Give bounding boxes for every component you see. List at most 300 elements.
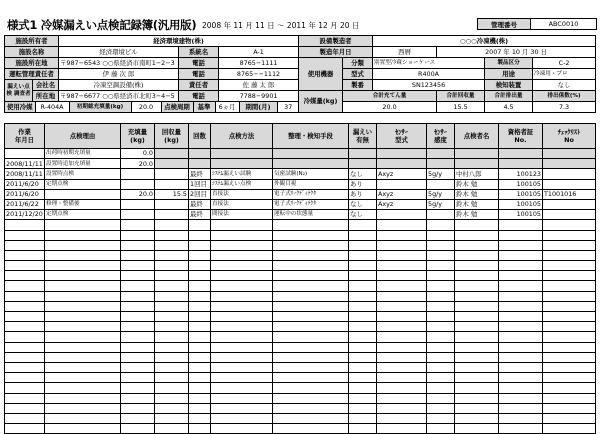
management-number-value[interactable]: ABC0010 xyxy=(531,19,597,30)
cell-reason[interactable] xyxy=(45,291,121,301)
cell-count[interactable] xyxy=(189,373,211,383)
cell-sensor-sensitivity[interactable] xyxy=(427,149,455,159)
facility-name-value[interactable]: 経済環境ビル xyxy=(59,47,179,58)
cell-date[interactable] xyxy=(5,342,45,352)
cell-method[interactable] xyxy=(211,220,273,230)
cell-inspector[interactable] xyxy=(455,230,499,240)
cell-recovered[interactable] xyxy=(155,373,189,383)
cell-method[interactable] xyxy=(211,342,273,352)
cell-date[interactable] xyxy=(5,271,45,281)
cell-fill[interactable] xyxy=(121,403,155,413)
cell-recovered[interactable] xyxy=(155,301,189,311)
cell-inspector[interactable] xyxy=(455,159,499,169)
cell-reason[interactable]: 定期点検 xyxy=(45,210,121,220)
cell-leak[interactable] xyxy=(349,271,377,281)
cell-sensor-sensitivity[interactable] xyxy=(427,322,455,332)
cell-inspector[interactable] xyxy=(455,393,499,403)
cell-date[interactable] xyxy=(5,149,45,159)
cell-fill[interactable]: 20.0 xyxy=(121,159,155,169)
cell-reason[interactable] xyxy=(45,301,121,311)
cell-fill[interactable] xyxy=(121,312,155,322)
cell-leak[interactable] xyxy=(349,230,377,240)
cell-count[interactable] xyxy=(189,322,211,332)
cell-date[interactable]: 2008/11/11 xyxy=(6,169,43,178)
cell-count[interactable]: 最終 xyxy=(189,199,211,209)
cell-sensor-sensitivity[interactable] xyxy=(427,373,455,383)
cell-leak[interactable] xyxy=(349,261,377,271)
cell-method[interactable] xyxy=(211,312,273,322)
cell-recovered[interactable] xyxy=(155,271,189,281)
cell-means[interactable]: 電子式ﾘｰｸﾃﾞｨﾃｸﾀ xyxy=(273,189,349,199)
cell-date[interactable] xyxy=(5,250,45,260)
cell-sensor-model[interactable] xyxy=(377,179,427,189)
cell-sensor-sensitivity[interactable] xyxy=(427,332,455,342)
serial-value[interactable]: SN123456 xyxy=(373,80,485,91)
cell-method[interactable] xyxy=(211,159,273,169)
cell-method[interactable] xyxy=(211,322,273,332)
cell-recovered[interactable] xyxy=(155,230,189,240)
cell-means[interactable] xyxy=(273,332,349,342)
cell-reason[interactable] xyxy=(45,250,121,260)
cell-reason[interactable]: 設置時点検 xyxy=(45,169,121,179)
cell-checklist[interactable] xyxy=(543,159,596,169)
cell-license[interactable] xyxy=(499,240,543,250)
cell-sensor-sensitivity[interactable]: 5g/y xyxy=(427,199,455,209)
cell-recovered[interactable] xyxy=(155,383,189,393)
cell-count[interactable] xyxy=(189,281,211,291)
cell-sensor-sensitivity[interactable] xyxy=(427,210,455,220)
cell-fill[interactable] xyxy=(121,322,155,332)
cell-checklist[interactable] xyxy=(543,424,596,434)
cell-leak[interactable] xyxy=(349,301,377,311)
cell-leak[interactable]: なし xyxy=(349,199,377,209)
cell-checklist[interactable] xyxy=(543,322,596,332)
cell-leak[interactable] xyxy=(349,149,377,159)
cell-means[interactable]: 外観目視 xyxy=(273,179,349,189)
facility-address-value[interactable]: 〒987−6543 ○○県経済市南町1−2−3 xyxy=(59,58,179,69)
cell-date[interactable] xyxy=(5,362,45,372)
cell-method[interactable] xyxy=(211,271,273,281)
cell-fill[interactable] xyxy=(121,230,155,240)
cell-fill[interactable] xyxy=(121,362,155,372)
cell-sensor-model[interactable] xyxy=(377,220,427,230)
cell-license[interactable] xyxy=(499,230,543,240)
cell-inspector[interactable] xyxy=(455,312,499,322)
cell-inspector[interactable] xyxy=(455,301,499,311)
cell-inspector[interactable] xyxy=(455,322,499,332)
cell-sensor-sensitivity[interactable] xyxy=(427,271,455,281)
cell-date[interactable]: 2011/6/20 xyxy=(5,179,45,189)
cell-recovered[interactable] xyxy=(155,413,189,423)
cell-inspector[interactable] xyxy=(455,261,499,271)
cell-count[interactable] xyxy=(189,250,211,260)
cell-date[interactable] xyxy=(5,403,45,413)
cell-sensor-model[interactable] xyxy=(377,250,427,260)
cell-fill[interactable] xyxy=(121,179,155,189)
cell-sensor-model[interactable] xyxy=(377,413,427,423)
cell-leak[interactable] xyxy=(349,424,377,434)
cell-sensor-model[interactable] xyxy=(377,403,427,413)
cell-checklist[interactable] xyxy=(543,373,596,383)
cell-fill[interactable] xyxy=(121,383,155,393)
cell-count[interactable]: 2回目 xyxy=(189,189,211,199)
cell-means[interactable] xyxy=(273,149,349,159)
cell-means[interactable] xyxy=(273,291,349,301)
cell-sensor-model[interactable] xyxy=(377,159,427,169)
cell-reason[interactable] xyxy=(45,322,121,332)
cell-sensor-sensitivity[interactable] xyxy=(427,240,455,250)
cell-checklist[interactable] xyxy=(543,230,596,240)
cell-means[interactable] xyxy=(273,220,349,230)
cell-sensor-model[interactable] xyxy=(377,332,427,342)
tel-value-2[interactable]: 8765−−1112 xyxy=(219,69,299,80)
cell-recovered[interactable] xyxy=(155,169,189,179)
cell-count[interactable] xyxy=(189,383,211,393)
cell-license[interactable] xyxy=(499,301,543,311)
cell-checklist[interactable] xyxy=(543,332,596,342)
cell-recovered[interactable] xyxy=(155,240,189,250)
cell-license[interactable] xyxy=(499,332,543,342)
cell-fill[interactable] xyxy=(121,301,155,311)
cell-sensor-sensitivity[interactable] xyxy=(427,352,455,362)
cell-date[interactable] xyxy=(5,332,45,342)
cell-leak[interactable] xyxy=(349,342,377,352)
cell-recovered[interactable] xyxy=(155,179,189,189)
cell-recovered[interactable] xyxy=(155,210,189,220)
cell-checklist[interactable] xyxy=(543,413,596,423)
cell-sensor-sensitivity[interactable] xyxy=(427,261,455,271)
cell-count[interactable] xyxy=(189,261,211,271)
cell-means[interactable] xyxy=(273,362,349,372)
cell-recovered[interactable] xyxy=(155,149,189,159)
cell-sensor-sensitivity[interactable] xyxy=(427,393,455,403)
cell-method[interactable] xyxy=(211,332,273,342)
cell-sensor-sensitivity[interactable] xyxy=(427,312,455,322)
cell-checklist[interactable] xyxy=(543,179,596,189)
cell-reason[interactable]: 出荷時初期充填量 xyxy=(45,149,121,159)
cell-fill[interactable] xyxy=(121,342,155,352)
cell-checklist[interactable] xyxy=(543,149,596,159)
cell-reason[interactable]: 定期点検 xyxy=(45,179,121,189)
cell-license[interactable] xyxy=(499,312,543,322)
cell-sensor-sensitivity[interactable] xyxy=(427,342,455,352)
cell-license[interactable]: 100123 xyxy=(499,169,543,179)
cell-sensor-sensitivity[interactable]: 5g/y xyxy=(427,189,455,199)
cell-inspector[interactable] xyxy=(455,383,499,393)
cell-date[interactable] xyxy=(5,424,45,434)
cell-method[interactable] xyxy=(211,373,273,383)
cell-count[interactable] xyxy=(189,240,211,250)
cell-fill[interactable] xyxy=(121,291,155,301)
cell-fill[interactable] xyxy=(121,393,155,403)
cell-means[interactable] xyxy=(273,281,349,291)
cell-sensor-sensitivity[interactable] xyxy=(427,403,455,413)
cell-sensor-model[interactable] xyxy=(377,352,427,362)
cell-sensor-model[interactable] xyxy=(377,281,427,291)
cell-count[interactable] xyxy=(189,424,211,434)
cell-license[interactable] xyxy=(499,373,543,383)
cell-means[interactable] xyxy=(273,250,349,260)
cell-method[interactable]: ｼｽﾃﾑ漏えい試験 xyxy=(211,169,273,179)
cell-leak[interactable] xyxy=(349,322,377,332)
cell-count[interactable] xyxy=(189,342,211,352)
cell-leak[interactable] xyxy=(349,362,377,372)
cell-inspector[interactable] xyxy=(455,362,499,372)
tel-value-3[interactable]: 7788−9901 xyxy=(219,91,299,102)
cell-recovered[interactable] xyxy=(155,312,189,322)
cell-sensor-sensitivity[interactable] xyxy=(427,383,455,393)
cell-checklist[interactable] xyxy=(543,383,596,393)
cell-reason[interactable] xyxy=(45,393,121,403)
cell-inspector[interactable] xyxy=(455,220,499,230)
cell-license[interactable]: 100105 xyxy=(499,189,543,199)
cell-means[interactable] xyxy=(273,322,349,332)
cell-means[interactable] xyxy=(273,301,349,311)
cell-reason[interactable] xyxy=(45,383,121,393)
model-value[interactable]: R400A xyxy=(373,69,485,80)
cell-means[interactable] xyxy=(273,424,349,434)
cell-fill[interactable] xyxy=(121,424,155,434)
cell-sensor-sensitivity[interactable] xyxy=(427,301,455,311)
cell-sensor-model[interactable] xyxy=(377,240,427,250)
cell-checklist[interactable] xyxy=(543,352,596,362)
cell-sensor-sensitivity[interactable] xyxy=(427,291,455,301)
made-date[interactable]: 2007 年 10 月 30 日 xyxy=(437,47,596,58)
cell-license[interactable] xyxy=(499,383,543,393)
cell-sensor-sensitivity[interactable] xyxy=(427,424,455,434)
cell-checklist[interactable] xyxy=(543,220,596,230)
cell-date[interactable] xyxy=(5,261,45,271)
cell-date[interactable]: 2011/6/22 xyxy=(5,199,45,209)
cell-leak[interactable] xyxy=(349,403,377,413)
cell-sensor-sensitivity[interactable] xyxy=(427,220,455,230)
cell-method[interactable] xyxy=(211,281,273,291)
cell-license[interactable] xyxy=(499,281,543,291)
cell-count[interactable]: 最終 xyxy=(189,210,211,220)
cell-reason[interactable] xyxy=(45,373,121,383)
cell-sensor-model[interactable] xyxy=(377,271,427,281)
cell-method[interactable] xyxy=(211,250,273,260)
responsible-value[interactable]: 佐 藤 太 郎 xyxy=(219,80,299,91)
cell-reason[interactable]: 設置時追加充填量 xyxy=(45,159,121,169)
cell-means[interactable] xyxy=(273,352,349,362)
cell-checklist[interactable]: T1001016 xyxy=(543,189,596,199)
cell-reason[interactable] xyxy=(45,403,121,413)
cell-reason[interactable] xyxy=(45,312,121,322)
cell-license[interactable] xyxy=(499,159,543,169)
cell-means[interactable]: 気密試験(N₂) xyxy=(273,169,349,179)
cell-date[interactable] xyxy=(5,383,45,393)
cell-sensor-model[interactable] xyxy=(377,312,427,322)
cell-count[interactable] xyxy=(189,352,211,362)
cell-sensor-model[interactable] xyxy=(377,149,427,159)
cell-date[interactable] xyxy=(5,230,45,240)
cell-fill[interactable] xyxy=(121,199,155,209)
cell-reason[interactable] xyxy=(45,413,121,423)
cell-inspector[interactable] xyxy=(455,149,499,159)
cell-recovered[interactable] xyxy=(155,393,189,403)
cell-sensor-sensitivity[interactable] xyxy=(427,250,455,260)
cell-sensor-sensitivity[interactable] xyxy=(427,362,455,372)
cell-count[interactable]: 1回目 xyxy=(189,179,211,189)
cell-sensor-model[interactable] xyxy=(377,261,427,271)
cell-inspector[interactable] xyxy=(455,281,499,291)
cell-inspector[interactable] xyxy=(455,424,499,434)
initial-total-fill-value[interactable]: 20.0 xyxy=(131,102,161,112)
cell-inspector[interactable]: 鈴木 勉 xyxy=(455,199,499,209)
cell-sensor-model[interactable] xyxy=(377,383,427,393)
cell-inspector[interactable] xyxy=(455,240,499,250)
cell-inspector[interactable] xyxy=(455,403,499,413)
cell-sensor-sensitivity[interactable]: 5g/y xyxy=(427,169,455,179)
cell-leak[interactable]: あり xyxy=(349,189,377,199)
cell-means[interactable] xyxy=(273,159,349,169)
cell-date[interactable] xyxy=(5,352,45,362)
cell-fill[interactable] xyxy=(121,240,155,250)
inspector-address-value[interactable]: 〒987−6677 ○○県経済市北町3−4−5 xyxy=(59,91,179,102)
system-value[interactable]: A-1 xyxy=(219,47,299,58)
cell-sensor-sensitivity[interactable] xyxy=(427,281,455,291)
cell-sensor-sensitivity[interactable] xyxy=(427,413,455,423)
cell-sensor-sensitivity[interactable] xyxy=(427,159,455,169)
cell-inspector[interactable] xyxy=(455,352,499,362)
cell-sensor-model[interactable] xyxy=(377,291,427,301)
cell-license[interactable] xyxy=(499,291,543,301)
cell-sensor-model[interactable] xyxy=(377,210,427,220)
cell-recovered[interactable] xyxy=(155,342,189,352)
cell-license[interactable] xyxy=(499,424,543,434)
cell-method[interactable]: ｼｽﾃﾑ漏えい点検 xyxy=(211,179,273,189)
cell-leak[interactable]: あり xyxy=(349,179,377,189)
cell-leak[interactable] xyxy=(349,352,377,362)
cell-leak[interactable] xyxy=(349,312,377,322)
cell-sensor-sensitivity[interactable] xyxy=(427,179,455,189)
cell-fill[interactable] xyxy=(121,261,155,271)
cell-inspector[interactable]: 鈴木 勉 xyxy=(455,179,499,189)
cell-method[interactable] xyxy=(211,413,273,423)
cell-license[interactable] xyxy=(499,403,543,413)
cell-checklist[interactable] xyxy=(543,342,596,352)
cell-leak[interactable]: なし xyxy=(349,210,377,220)
cell-method[interactable] xyxy=(211,383,273,393)
cell-sensor-model[interactable] xyxy=(377,342,427,352)
cell-leak[interactable] xyxy=(349,240,377,250)
cell-method[interactable] xyxy=(211,352,273,362)
cell-sensor-model[interactable]: Axyz xyxy=(377,199,427,209)
cell-fill[interactable]: 20.0 xyxy=(121,189,155,199)
cell-method[interactable] xyxy=(211,291,273,301)
cell-fill[interactable] xyxy=(121,352,155,362)
cell-date[interactable] xyxy=(5,413,45,423)
cell-count[interactable] xyxy=(189,159,211,169)
cell-checklist[interactable] xyxy=(543,312,596,322)
cell-means[interactable] xyxy=(273,230,349,240)
cell-inspector[interactable] xyxy=(455,250,499,260)
cell-sensor-model[interactable] xyxy=(377,424,427,434)
cell-checklist[interactable] xyxy=(543,281,596,291)
cell-reason[interactable] xyxy=(45,240,121,250)
cell-inspector[interactable] xyxy=(455,373,499,383)
cell-inspector[interactable] xyxy=(455,332,499,342)
cell-fill[interactable] xyxy=(121,271,155,281)
cell-date[interactable] xyxy=(5,393,45,403)
cell-reason[interactable] xyxy=(45,271,121,281)
cell-inspector[interactable] xyxy=(455,291,499,301)
cell-fill[interactable] xyxy=(121,220,155,230)
cell-count[interactable] xyxy=(189,149,211,159)
cell-recovered[interactable] xyxy=(155,403,189,413)
cell-method[interactable]: 直接法 xyxy=(211,189,273,199)
cell-means[interactable] xyxy=(273,403,349,413)
cell-leak[interactable] xyxy=(349,393,377,403)
cell-fill[interactable] xyxy=(121,250,155,260)
cell-inspector[interactable] xyxy=(455,413,499,423)
cell-date[interactable] xyxy=(5,240,45,250)
cell-method[interactable]: 直接法 xyxy=(211,199,273,209)
cell-date[interactable] xyxy=(5,322,45,332)
cell-means[interactable] xyxy=(273,261,349,271)
cell-checklist[interactable] xyxy=(543,271,596,281)
cell-means[interactable] xyxy=(273,271,349,281)
cell-leak[interactable] xyxy=(349,159,377,169)
cell-sensor-model[interactable] xyxy=(377,301,427,311)
cell-reason[interactable] xyxy=(45,352,121,362)
cell-inspector[interactable]: 中村八郎 xyxy=(455,169,499,179)
cell-count[interactable] xyxy=(189,403,211,413)
cell-recovered[interactable] xyxy=(155,281,189,291)
cell-date[interactable] xyxy=(5,281,45,291)
cell-count[interactable] xyxy=(189,301,211,311)
cell-sensor-model[interactable] xyxy=(377,230,427,240)
cell-method[interactable] xyxy=(211,230,273,240)
cell-count[interactable] xyxy=(189,393,211,403)
cell-checklist[interactable] xyxy=(543,393,596,403)
cell-checklist[interactable] xyxy=(543,250,596,260)
cell-license[interactable] xyxy=(499,261,543,271)
cell-method[interactable] xyxy=(211,403,273,413)
cell-means[interactable]: 運転中の状態量 xyxy=(273,210,349,220)
cell-fill[interactable] xyxy=(121,413,155,423)
cell-count[interactable] xyxy=(189,220,211,230)
cell-method[interactable] xyxy=(211,149,273,159)
cell-checklist[interactable] xyxy=(543,261,596,271)
cell-fill[interactable] xyxy=(121,210,155,220)
tel-value-1[interactable]: 8765−1111 xyxy=(219,58,299,69)
cell-count[interactable] xyxy=(189,413,211,423)
manager-value[interactable]: 伊 藤 次 郎 xyxy=(59,69,179,80)
cell-license[interactable] xyxy=(499,342,543,352)
cell-leak[interactable] xyxy=(349,332,377,342)
cell-leak[interactable] xyxy=(349,220,377,230)
cell-license[interactable] xyxy=(499,149,543,159)
cell-license[interactable]: 100105 xyxy=(499,179,543,189)
cell-method[interactable] xyxy=(211,261,273,271)
cell-leak[interactable]: なし xyxy=(349,169,377,179)
cell-leak[interactable] xyxy=(349,383,377,393)
cell-means[interactable] xyxy=(273,240,349,250)
cell-method[interactable] xyxy=(211,301,273,311)
cell-recovered[interactable]: 15.5 xyxy=(155,189,189,199)
use-value[interactable]: 冷凍用・プロ xyxy=(533,69,596,80)
cell-fill[interactable] xyxy=(121,373,155,383)
cell-license[interactable] xyxy=(499,271,543,281)
cell-leak[interactable] xyxy=(349,291,377,301)
cell-count[interactable] xyxy=(189,291,211,301)
cell-date[interactable] xyxy=(5,373,45,383)
cell-sensor-model[interactable] xyxy=(377,373,427,383)
company-value[interactable]: 冷凍空調設備(株) xyxy=(59,80,179,91)
cell-means[interactable] xyxy=(273,342,349,352)
